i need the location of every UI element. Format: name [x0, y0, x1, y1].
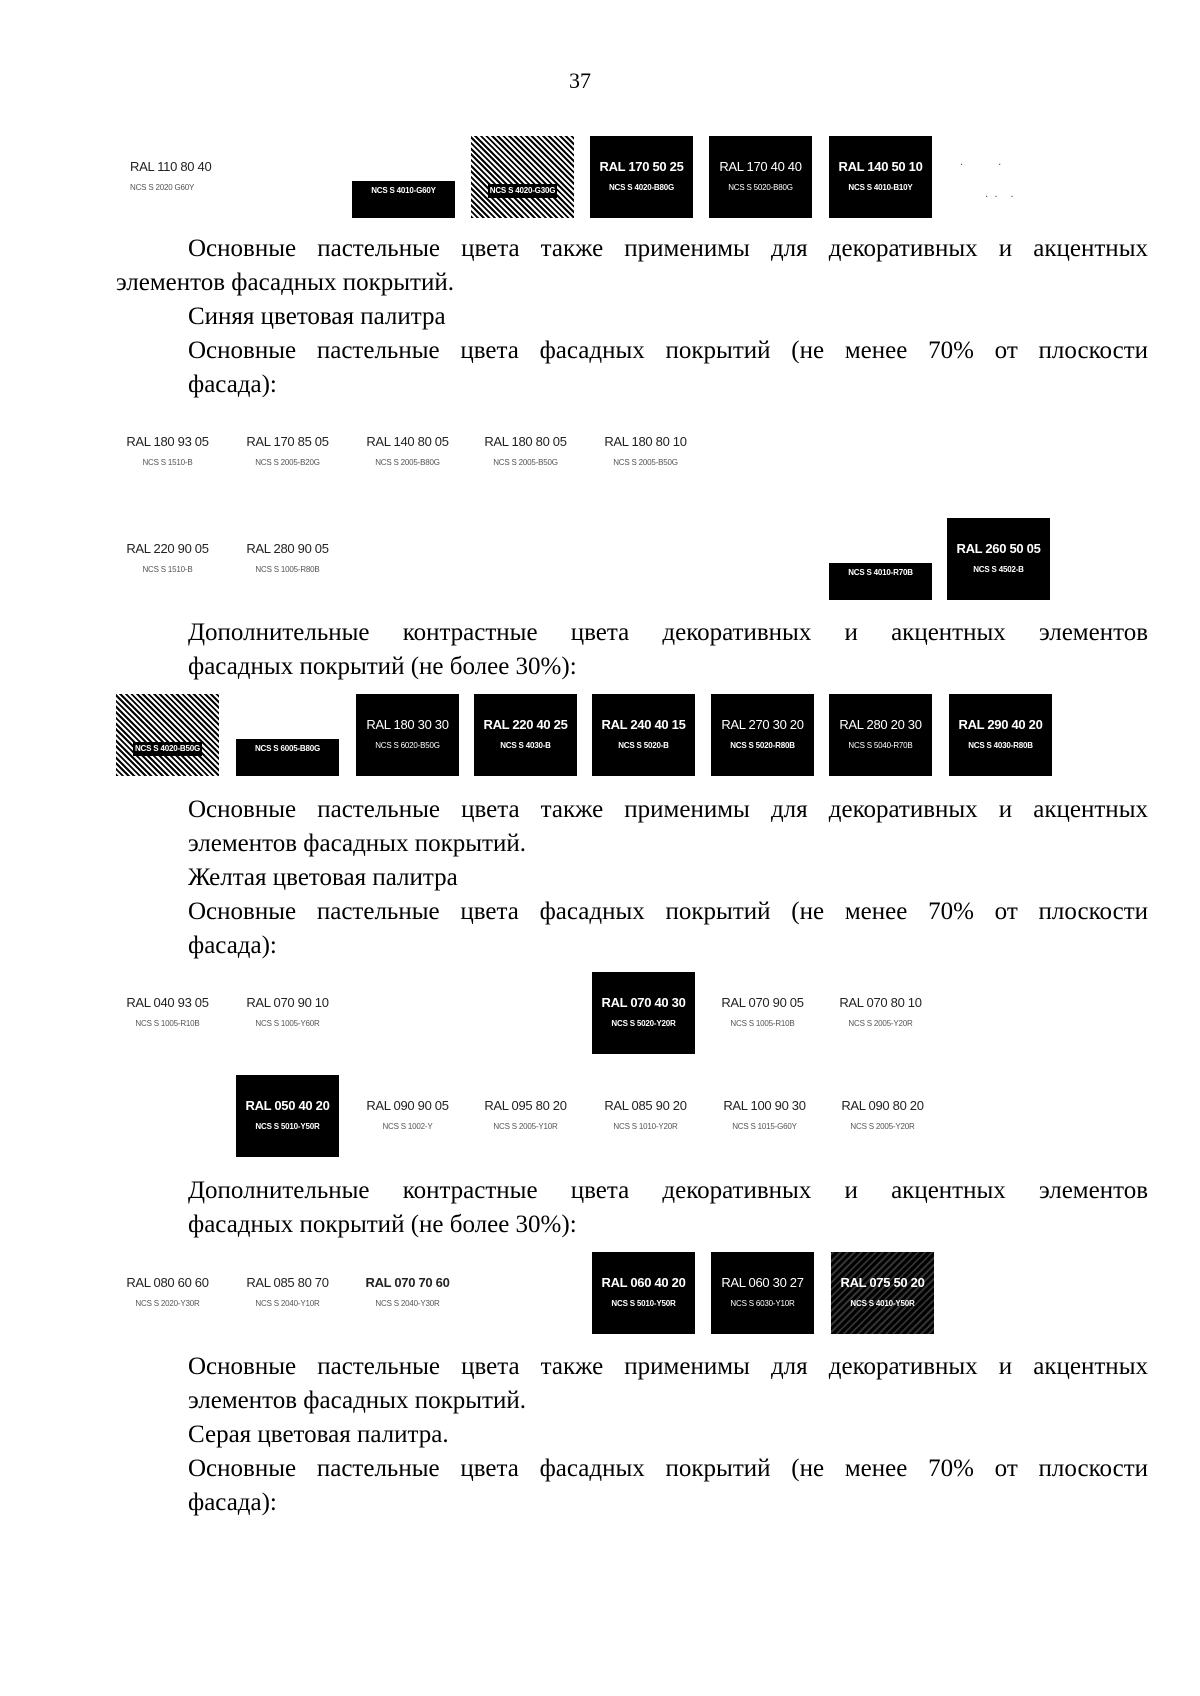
ral-code: RAL 240 40 15 — [601, 717, 686, 732]
paragraph-contrast-accent: Дополнительные контрастные цвета декоративных и акцентных элементов фасадных покрытий (не более 30%): — [188, 1177, 1148, 1238]
swatch-blue-main-6 — [236, 518, 339, 600]
ncs-code: NCS S 4020-G30G — [488, 184, 557, 198]
page-number: 37 — [569, 68, 591, 93]
swatch-blue-main-4 — [594, 411, 697, 493]
ral-code: RAL 180 80 10 — [604, 434, 687, 449]
ncs-code: NCS S 5020-Y20R — [611, 1019, 676, 1028]
ral-code: RAL 270 30 20 — [721, 717, 804, 732]
ncs-code: NCS S 1002-Y — [382, 1122, 433, 1131]
heading-grey-palette: Серая цветовая палитра. — [188, 1421, 449, 1448]
ral-code: RAL 180 30 30 — [366, 717, 449, 732]
ral-code: RAL 085 80 70 — [246, 1275, 329, 1290]
ral-code: RAL 070 90 10 — [246, 995, 329, 1010]
swatch-yellow-main-1 — [236, 972, 339, 1054]
ral-code: RAL 095 80 20 — [484, 1098, 567, 1113]
ncs-code: NCS S 1005-R10B — [730, 1019, 795, 1028]
ncs-code: NCS S 4502-B — [973, 565, 1024, 574]
ncs-code: NCS S 2005-Y20R — [848, 1019, 913, 1028]
swatch-yellow-main-9 — [713, 1075, 816, 1157]
ncs-code: NCS S 4010-Y50R — [850, 1299, 915, 1308]
swatch-top-3 — [590, 136, 693, 218]
ral-code: RAL 060 40 20 — [601, 1275, 686, 1290]
swatch-yellow-main-6 — [356, 1075, 459, 1157]
swatch-blue-accent-4 — [592, 694, 695, 776]
ral-code: RAL 070 90 05 — [721, 995, 804, 1010]
ncs-code: NCS S 4020-B80G — [608, 183, 675, 192]
scan-artifact: · · · — [985, 192, 1014, 203]
ncs-code: NCS S 1005-Y60R — [255, 1019, 320, 1028]
ral-code: RAL 075 50 20 — [840, 1275, 925, 1290]
swatch-top-0 — [116, 136, 219, 218]
paragraph-pastel-also-applicable: Основные пастельные цвета также применимы для декоративных и акцентных элементов фасадных покрытий. — [188, 1353, 1148, 1414]
swatch-yellow-accent-3 — [592, 1252, 695, 1334]
ncs-code: NCS S 1010-Y20R — [613, 1122, 678, 1131]
swatch-yellow-main-8 — [594, 1075, 697, 1157]
ncs-code: NCS S 1005-R10B — [135, 1019, 200, 1028]
ncs-code: NCS S 2020 G60Y — [130, 183, 195, 192]
ral-code: RAL 180 80 05 — [484, 434, 567, 449]
paragraph-main-pastel: Основные пастельные цвета фасадных покрытий (не менее 70% от плоскости фасада): — [188, 898, 1148, 959]
swatch-top-4 — [709, 136, 812, 218]
paragraph-pastel-also-applicable: Основные пастельные цвета также применимы для декоративных и акцентных элементов фасадных покрытий. — [188, 796, 1148, 857]
ncs-code: NCS S 2005-B50G — [613, 458, 678, 467]
ral-code: RAL 085 90 20 — [604, 1098, 687, 1113]
swatch-yellow-main-7 — [474, 1075, 577, 1157]
ral-code: RAL 100 90 30 — [723, 1098, 806, 1113]
paragraph-main-pastel: Основные пастельные цвета фасадных покрытий (не менее 70% от плоскости фасада): — [188, 337, 1148, 398]
ncs-code: NCS S 2040-Y30R — [375, 1299, 440, 1308]
swatch-top-1 — [352, 136, 455, 218]
swatch-blue-accent-3 — [474, 694, 577, 776]
ral-code: RAL 220 90 05 — [126, 541, 209, 556]
swatch-yellow-main-4 — [829, 972, 932, 1054]
ncs-code: NCS S 2040-Y10R — [255, 1299, 320, 1308]
heading-yellow-palette: Желтая цветовая палитра — [188, 864, 458, 891]
ncs-code: NCS S 5010-Y50R — [611, 1299, 676, 1308]
ncs-code: NCS S 6005-B80G — [254, 744, 321, 753]
swatch-blue-accent-7 — [949, 694, 1052, 776]
swatch-yellow-main-5 — [236, 1075, 339, 1157]
ral-code: RAL 220 40 25 — [483, 717, 568, 732]
ral-code: RAL 070 40 30 — [601, 995, 686, 1010]
ncs-code: NCS S 4010-B10Y — [848, 183, 913, 192]
ncs-code: NCS S 5040-R70B — [848, 741, 913, 750]
paragraph-main-pastel: Основные пастельные цвета фасадных покрытий (не менее 70% от плоскости фасада): — [188, 1455, 1148, 1516]
ncs-code: NCS S 4020-B50G — [133, 742, 202, 756]
swatch-blue-accent-1 — [236, 694, 339, 776]
swatch-yellow-main-2 — [592, 972, 695, 1054]
heading-blue-palette: Синяя цветовая палитра — [188, 303, 446, 330]
ncs-code: NCS S 2005-Y20R — [850, 1122, 915, 1131]
ral-code: RAL 260 50 05 — [956, 541, 1041, 556]
swatch-blue-accent-5 — [711, 694, 814, 776]
ral-code: RAL 090 80 20 — [841, 1098, 924, 1113]
ncs-code: NCS S 4010-G60Y — [371, 186, 436, 195]
swatch-blue-accent-0 — [116, 694, 219, 776]
swatch-blue-main-3 — [474, 411, 577, 493]
ncs-code: NCS S 2005-Y10R — [493, 1122, 558, 1131]
ncs-code: NCS S 5020-R80B — [730, 741, 795, 750]
ral-code: RAL 280 20 30 — [839, 717, 922, 732]
ral-code: RAL 090 90 05 — [366, 1098, 449, 1113]
ral-code: RAL 070 80 10 — [839, 995, 922, 1010]
ral-code: RAL 110 80 40 — [130, 159, 212, 174]
ncs-code: NCS S 5010-Y50R — [255, 1122, 320, 1131]
swatch-blue-main-8 — [947, 518, 1050, 600]
ncs-code: NCS S 1005-R80B — [255, 565, 320, 574]
paragraph-pastel-also-applicable: Основные пастельные цвета также применимы для декоративных и акцентных элементов фасадных покрытий. — [116, 235, 1148, 296]
ncs-code: NCS S 5020-B80G — [728, 183, 793, 192]
swatch-yellow-accent-1 — [236, 1252, 339, 1334]
swatch-yellow-accent-5 — [831, 1252, 934, 1334]
ral-code: RAL 040 93 05 — [126, 995, 209, 1010]
swatch-blue-main-0 — [116, 411, 219, 493]
ral-code: RAL 170 85 05 — [246, 434, 329, 449]
scan-artifact: · · — [960, 160, 1002, 171]
ral-code: RAL 140 50 10 — [838, 159, 923, 174]
ncs-code: NCS S 4030-R80B — [968, 741, 1033, 750]
swatch-blue-accent-6 — [829, 694, 932, 776]
swatch-blue-main-1 — [236, 411, 339, 493]
ncs-code: NCS S 1510-B — [142, 458, 193, 467]
ncs-code: NCS S 1015-G60Y — [732, 1122, 797, 1131]
swatch-yellow-main-3 — [711, 972, 814, 1054]
swatch-yellow-main-10 — [831, 1075, 934, 1157]
swatch-yellow-accent-0 — [116, 1252, 219, 1334]
ral-code: RAL 280 90 05 — [246, 541, 329, 556]
ral-code: RAL 070 70 60 — [365, 1275, 450, 1290]
swatch-top-5 — [829, 136, 932, 218]
ral-code: RAL 290 40 20 — [958, 717, 1043, 732]
ncs-code: NCS S 2020-Y30R — [135, 1299, 200, 1308]
ncs-code: NCS S 1510-B — [142, 565, 193, 574]
ral-code: RAL 170 50 25 — [599, 159, 684, 174]
swatch-blue-main-7 — [829, 518, 932, 600]
ncs-code: NCS S 4010-R70B — [848, 568, 913, 577]
swatch-yellow-main-0 — [116, 972, 219, 1054]
ncs-code: NCS S 2005-B80G — [375, 458, 440, 467]
ncs-code: NCS S 6020-B50G — [375, 741, 440, 750]
ncs-code: NCS S 2005-B50G — [493, 458, 558, 467]
ncs-code: NCS S 6030-Y10R — [730, 1299, 795, 1308]
swatch-blue-accent-2 — [356, 694, 459, 776]
ral-code: RAL 050 40 20 — [245, 1098, 330, 1113]
ral-code: RAL 170 40 40 — [719, 159, 802, 174]
ral-code: RAL 140 80 05 — [366, 434, 449, 449]
ral-code: RAL 060 30 27 — [721, 1275, 804, 1290]
swatch-blue-main-5 — [116, 518, 219, 600]
ncs-code: NCS S 4030-B — [500, 741, 551, 750]
swatch-yellow-accent-4 — [711, 1252, 814, 1334]
ncs-code: NCS S 2005-B20G — [255, 458, 320, 467]
paragraph-contrast-accent: Дополнительные контрастные цвета декоративных и акцентных элементов фасадных покрытий (не более 30%): — [188, 619, 1148, 680]
ral-code: RAL 080 60 60 — [126, 1275, 209, 1290]
ncs-code: NCS S 5020-B — [618, 741, 669, 750]
swatch-yellow-accent-2 — [356, 1252, 459, 1334]
swatch-top-2 — [471, 136, 574, 218]
swatch-blue-main-2 — [356, 411, 459, 493]
ral-code: RAL 180 93 05 — [126, 434, 209, 449]
